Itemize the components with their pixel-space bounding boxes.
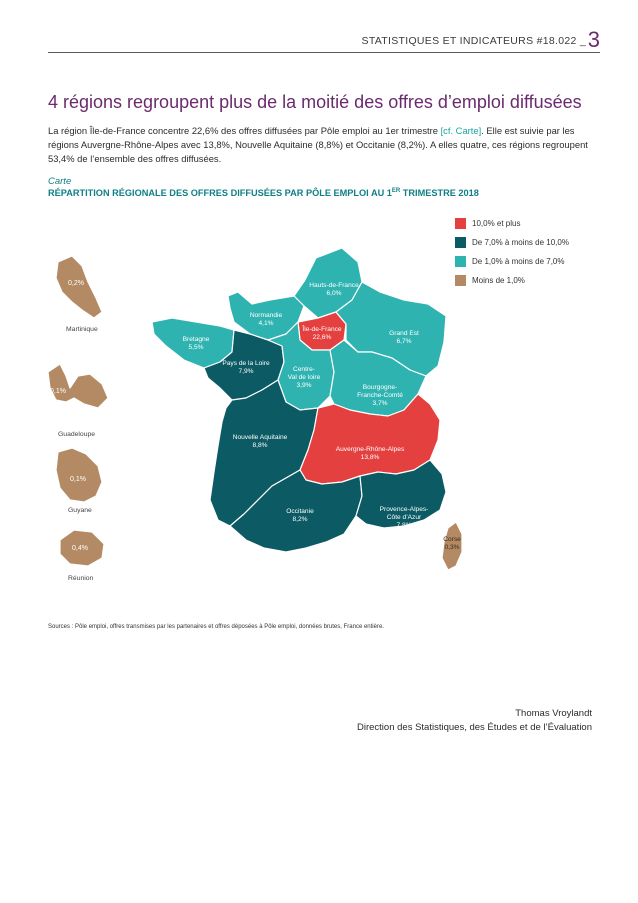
label-corse: Corse 0,3% [443,536,461,552]
guyane-value: 0,1% [70,476,86,483]
intro-text-start: La région Île-de-France concentre 22,6% des offres diffusées par Pôle emploi au 1er trimestre [48,125,441,136]
label-bourgogne-franche-comte: Bourgogne- Franche-Comté 3,7% [357,384,403,408]
martinique-value: 0,2% [68,280,84,287]
intro-text-end: . Elle est suivie par les régions Auvergne-Rhône-Alpes avec 13,8%, Nouvelle Aquitaine (8,8%) et Occitanie (8,2%). A elles quatre, ces régions regroupent 53,4% de l’ensemble des offres diffusées. [48,125,588,164]
label-grand-est: Grand Est 6,7% [389,330,419,346]
label-ile-de-france: Île-de-France 22,6% [302,326,342,342]
island-guadeloupe [48,364,108,408]
martinique-name: Martinique [66,326,98,333]
sources-note: Sources : Pôle emploi, offres transmises par les partenaires et offres déposées à Pôle emploi, données brutes, France entière. [48,624,384,630]
label-paca: Provence-Alpes- Côte d’Azur 7,8% [379,506,429,530]
label-auvergne-rhone-alpes: Auvergne-Rhône-Alpes 13,8% [335,446,405,462]
guadeloupe-value: 0,1% [50,388,66,395]
island-guyane [56,448,102,502]
publication-reference: STATISTIQUES ET INDICATEURS #18.022 _ [361,35,586,47]
author-department: Direction des Statistiques, des Études et de l’Évaluation [357,722,592,733]
map-kicker: Carte [48,176,72,187]
label-centre: Centre- Val de loire 3,9% [287,366,321,390]
reunion-value: 0,4% [72,545,88,552]
label-occitanie: Occitanie 8,2% [286,508,314,524]
page-number: 3 [587,27,600,52]
legend-label: Moins de 1,0% [472,276,525,285]
legend-label: 10,0% et plus [472,219,521,228]
signature [357,707,592,735]
map-reference-link[interactable]: [cf. Carte] [440,125,482,136]
legend-label: De 7,0% à moins de 10,0% [472,238,569,247]
map-title: RÉPARTITION RÉGIONALE DES OFFRES DIFFUSÉES PAR PÔLE EMPLOI AU 1ER TRIMESTRE 2018 [48,188,479,199]
reunion-name: Réunion [68,575,94,582]
author-name: Thomas Vroylandt [515,708,592,719]
label-bretagne: Bretagne 5,5% [182,336,210,352]
label-pays-de-la-loire: Pays de la Loire 7,9% [222,360,270,376]
legend-label: De 1,0% à moins de 7,0% [472,257,565,266]
guyane-name: Guyane [68,507,92,514]
label-nouvelle-aquitaine: Nouvelle Aquitaine 8,8% [232,434,288,450]
label-hauts-de-france: Hauts-de-France 6,0% [309,282,359,298]
guadeloupe-name: Guadeloupe [58,431,96,438]
island-martinique [56,256,102,318]
article-title: 4 régions regroupent plus de la moitié des offres d’emploi diffusées [48,92,582,112]
label-normandie: Normandie 4,1% [249,312,283,328]
